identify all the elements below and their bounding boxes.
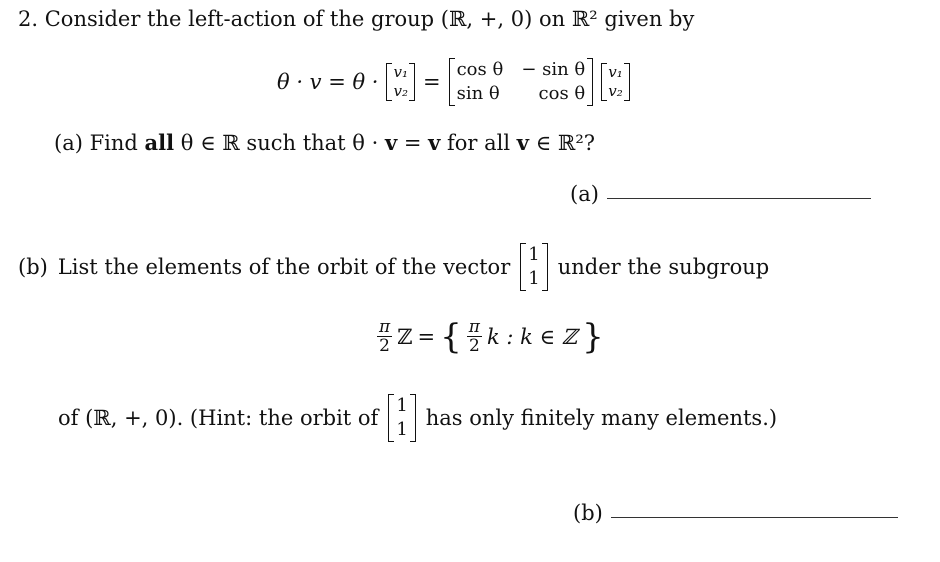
vector-v1: v₁ bbox=[393, 63, 408, 81]
hint-vector-bottom: 1 bbox=[396, 419, 408, 440]
part-a-text-1: Find bbox=[89, 131, 145, 155]
integers-symbol: ℤ bbox=[397, 324, 413, 349]
part-b-text-2: under the subgroup bbox=[557, 255, 770, 279]
answer-b-label: (b) bbox=[573, 501, 603, 525]
answer-a-field[interactable] bbox=[607, 198, 871, 199]
rot-21: sin θ bbox=[456, 83, 500, 104]
part-b-hint bbox=[58, 394, 777, 442]
group-notation: (ℝ, +, 0) bbox=[440, 7, 533, 31]
lhs-fraction bbox=[377, 318, 392, 355]
problem-intro-post: given by bbox=[597, 7, 695, 31]
part-a-text-3: = bbox=[397, 131, 429, 155]
space-notation: ℝ² bbox=[571, 7, 598, 31]
part-a-vector-2: v bbox=[428, 130, 441, 155]
answer-a-label: (a) bbox=[570, 182, 599, 206]
vector-v-right bbox=[601, 63, 630, 101]
problem-intro-mid: on bbox=[532, 7, 572, 31]
brace-open: { bbox=[440, 316, 462, 357]
part-a-text-4: for all bbox=[440, 131, 517, 155]
hint-vector-top: 1 bbox=[396, 395, 408, 416]
part-a-text-5: ∈ ℝ²? bbox=[528, 131, 595, 155]
problem-statement bbox=[18, 6, 694, 32]
rot-22: cos θ bbox=[538, 83, 586, 104]
part-b-text-1: List the elements of the orbit of the vector bbox=[57, 255, 511, 279]
action-lhs: θ · v = θ · bbox=[277, 70, 379, 94]
vector-v2: v₂ bbox=[393, 82, 408, 100]
rhs-fraction bbox=[467, 318, 482, 355]
part-b-label: (b) bbox=[18, 255, 48, 279]
part-b-question bbox=[18, 243, 769, 291]
problem-number: 2. bbox=[18, 7, 39, 31]
lhs-numerator: π bbox=[379, 317, 391, 337]
problem-intro: Consider the left-action of the group bbox=[44, 7, 441, 31]
subgroup-definition bbox=[377, 318, 604, 355]
hint-vector bbox=[388, 394, 415, 442]
rotation-matrix bbox=[449, 58, 594, 106]
vector-bottom: 1 bbox=[528, 268, 540, 289]
part-a-vector-1: v bbox=[384, 130, 398, 155]
equals-sign: = bbox=[422, 70, 441, 94]
rot-11: cos θ bbox=[456, 59, 504, 80]
vector-v bbox=[386, 63, 415, 101]
hint-text-pre: of (ℝ, +, 0). (Hint: the orbit of bbox=[58, 406, 379, 430]
rot-12: − sin θ bbox=[521, 59, 586, 80]
vector-top: 1 bbox=[528, 244, 540, 265]
vector-one-one bbox=[520, 243, 547, 291]
brace-close: } bbox=[582, 316, 604, 357]
part-a-question bbox=[54, 130, 595, 156]
vector-v1-right: v₁ bbox=[608, 63, 623, 81]
set-builder-text: k : k ∈ ℤ bbox=[486, 324, 578, 349]
action-equation bbox=[277, 58, 630, 106]
part-a-text-2: θ ∈ ℝ such that θ · bbox=[174, 131, 385, 155]
part-a-label: (a) bbox=[54, 131, 83, 155]
vector-v2-right: v₂ bbox=[608, 82, 623, 100]
subgroup-equals: = bbox=[417, 324, 436, 349]
part-a-bold-all: all bbox=[144, 130, 175, 155]
rhs-denominator: 2 bbox=[468, 336, 480, 356]
rhs-numerator: π bbox=[468, 317, 480, 337]
part-a-vector-3: v bbox=[516, 130, 529, 155]
hint-text-post: has only finitely many elements.) bbox=[425, 406, 778, 430]
lhs-denominator: 2 bbox=[379, 336, 390, 356]
answer-b-field[interactable] bbox=[611, 517, 898, 518]
